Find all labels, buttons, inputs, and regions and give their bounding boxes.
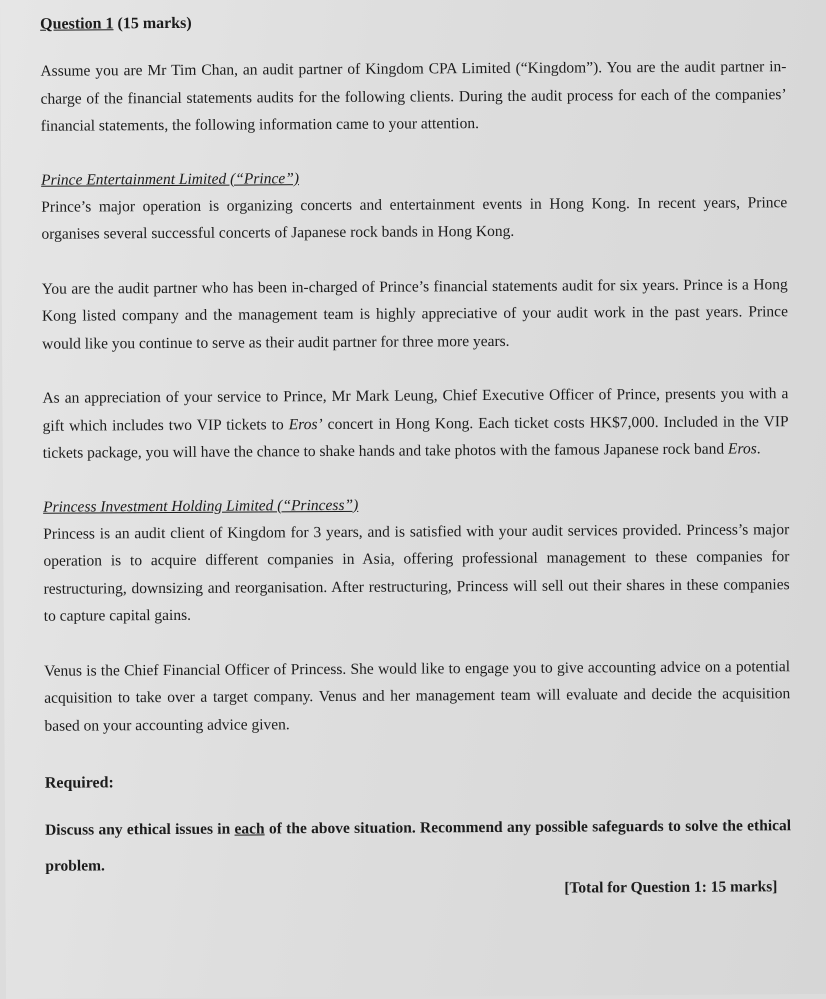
princess-heading: Princess Investment Holding Limited (“Princess”) (43, 496, 359, 516)
question-title (40, 9, 786, 36)
gift-text-end: . (756, 440, 761, 458)
required-text-start: Discuss any ethical issues in (45, 820, 235, 839)
prince-heading: Prince Entertainment Limited (“Prince”) (41, 169, 300, 189)
princess-paragraph-2: Venus is the Chief Financial Officer of Princess. She would like to engage you to give accounting advice on a potential acquisition to take over a target company. Venus and her management team will evaluate and decide the acquisition based on your accounting advice given. (44, 657, 791, 735)
required-text-end: of the above situation. Recommend any possible safeguards to solve the ethical problem. (45, 817, 792, 875)
question-number: Question 1 (40, 15, 114, 33)
required-label: Required: (44, 774, 114, 792)
prince-gift-paragraph (42, 380, 788, 467)
gift-band-name: Eros’ (288, 415, 323, 433)
required-text (45, 808, 791, 885)
prince-paragraph-1: Prince’s major operation is organizing concerts and entertainment events in Hong Kong. In recent years, Prince organises several successful concerts of Japanese rock bands in Hong Kong. (41, 193, 788, 243)
gift-text-middle: concert in Hong Kong. Each ticket costs HK$7,000. Included in the VIP tickets package, you will have the chance to shake hands and take photos with the famous Japanese rock band (42, 412, 789, 462)
total-marks: [Total for Question 1: 15 marks] (564, 878, 778, 897)
gift-band-name-2: Eros (727, 440, 757, 458)
prince-paragraph-2: You are the audit partner who has been in-charged of Prince’s financial statements audit for six years. Prince is a Hong Kong listed company and the management team is highly appreciative of your audit work in the past years. Prince would like you continue to serve as their audit partner for three more years. (41, 275, 788, 353)
question-marks: (15 marks) (117, 14, 192, 33)
intro-paragraph: Assume you are Mr Tim Chan, an audit partner of Kingdom CPA Limited (“Kingdom”). You are the audit partner in-charge of the financial statements audits for the following clients. During the audit process for each of the companies’ financial statements, the following information came to your attention. (40, 58, 787, 135)
required-emphasis: each (234, 820, 265, 838)
gift-text-start: As an appreciation of your service to Prince, Mr Mark Leung, Chief Executive Officer of Prince, presents you with a gift which includes two VIP tickets to (42, 385, 789, 435)
princess-paragraph-1: Princess is an audit client of Kingdom for 3 years, and is satisfied with your audit services provided. Princess’s major operation is to acquire different companies in Asia, offering professional management to these companies for restructuring, downsizing and reorganisation. After restructuring, Princess will sell out their shares in these companies to capture capital gains. (43, 520, 790, 625)
